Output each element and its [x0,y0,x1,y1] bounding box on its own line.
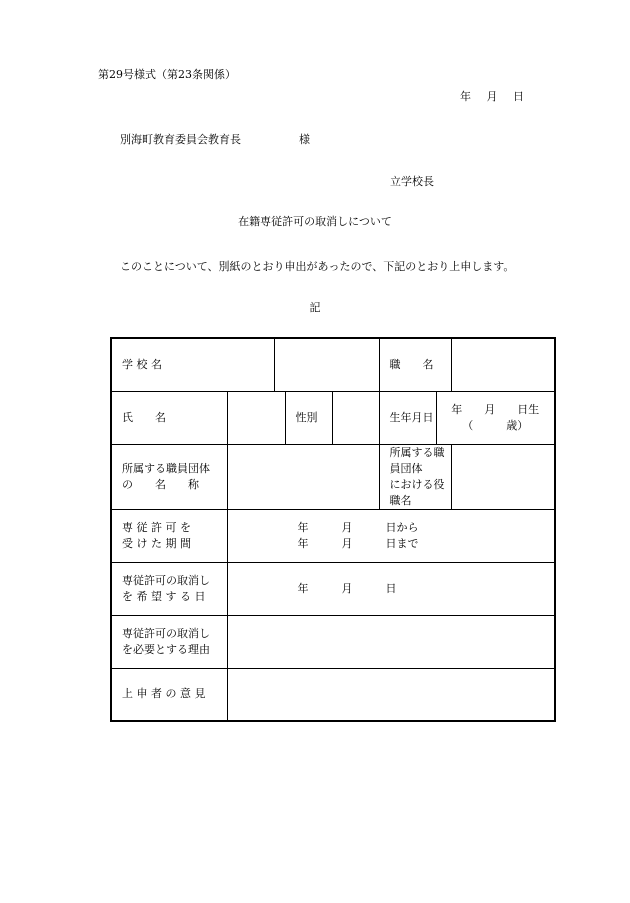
sender: 立学校長 [390,175,434,188]
opinion-field[interactable] [227,668,555,721]
school-name-label: 学 校 名 [111,338,274,391]
reason-field[interactable] [227,615,555,668]
name-label: 氏 名 [111,391,227,444]
union-role-label-line1: 所属する職員団体 [389,445,445,475]
addressee-suffix: 様 [299,133,310,146]
row-cancel-date [111,562,555,615]
form-number: 第29号様式（第23条関係） [98,68,236,81]
period-from: 年 月 日から [297,520,419,534]
union-name-field[interactable] [227,444,379,509]
period-label [111,509,227,562]
period-field[interactable] [227,509,555,562]
addressee: 別海町教育委員会教育長 [120,133,241,146]
name-field[interactable] [227,391,285,444]
period-to: 年 月 日まで [297,536,419,550]
job-title-label: 職 名 [379,338,451,391]
opinion-label: 上 申 者 の 意 見 [111,668,227,721]
reason-label-line1: 専従許可の取消し [122,626,210,640]
application-table [110,337,556,722]
row-reason [111,615,555,668]
union-name-label-line1: 所属する職員団体 [122,461,210,475]
union-role-label [379,444,451,509]
reason-label-line2: を必要とする理由 [122,642,210,656]
period-label-line1: 専 従 許 可 を [122,520,191,534]
birth-date-field[interactable] [436,391,555,444]
cancel-date-label-line1: 専従許可の取消し [122,573,210,587]
row-period [111,509,555,562]
body-text: このことについて、別紙のとおり申出があったので、下記のとおり上申します。 [120,260,515,273]
union-name-label-line2: の 名 称 [122,477,199,491]
ki-heading: 記 [309,301,321,314]
birth-date-label: 生年月日 [379,391,436,444]
row-opinion [111,668,555,721]
date-year: 年 [460,90,471,103]
union-name-label [111,444,227,509]
birth-age: （ 歳） [462,418,529,432]
date-month: 月 [486,90,498,103]
period-label-line2: 受 け た 期 間 [122,536,191,550]
cancel-date-label [111,562,227,615]
cancel-date-label-line2: を 希 望 す る 日 [122,589,206,603]
union-role-field[interactable] [451,444,555,509]
cancel-date-field[interactable]: 年 月 日 [227,562,555,615]
birth-ymd: 年 月 日生 [451,402,540,416]
school-name-field[interactable] [274,338,379,391]
gender-label: 性別 [285,391,332,444]
addressee-line [120,131,310,147]
date-day: 日 [513,90,524,103]
row-name [111,391,555,444]
gender-field[interactable] [332,391,379,444]
date-line [460,88,524,104]
row-union [111,444,555,509]
job-title-field[interactable] [451,338,555,391]
document-title: 在籍専従許可の取消しについて [238,215,392,228]
row-school [111,338,555,391]
union-role-label-line2: における役職名 [389,477,445,507]
reason-label [111,615,227,668]
